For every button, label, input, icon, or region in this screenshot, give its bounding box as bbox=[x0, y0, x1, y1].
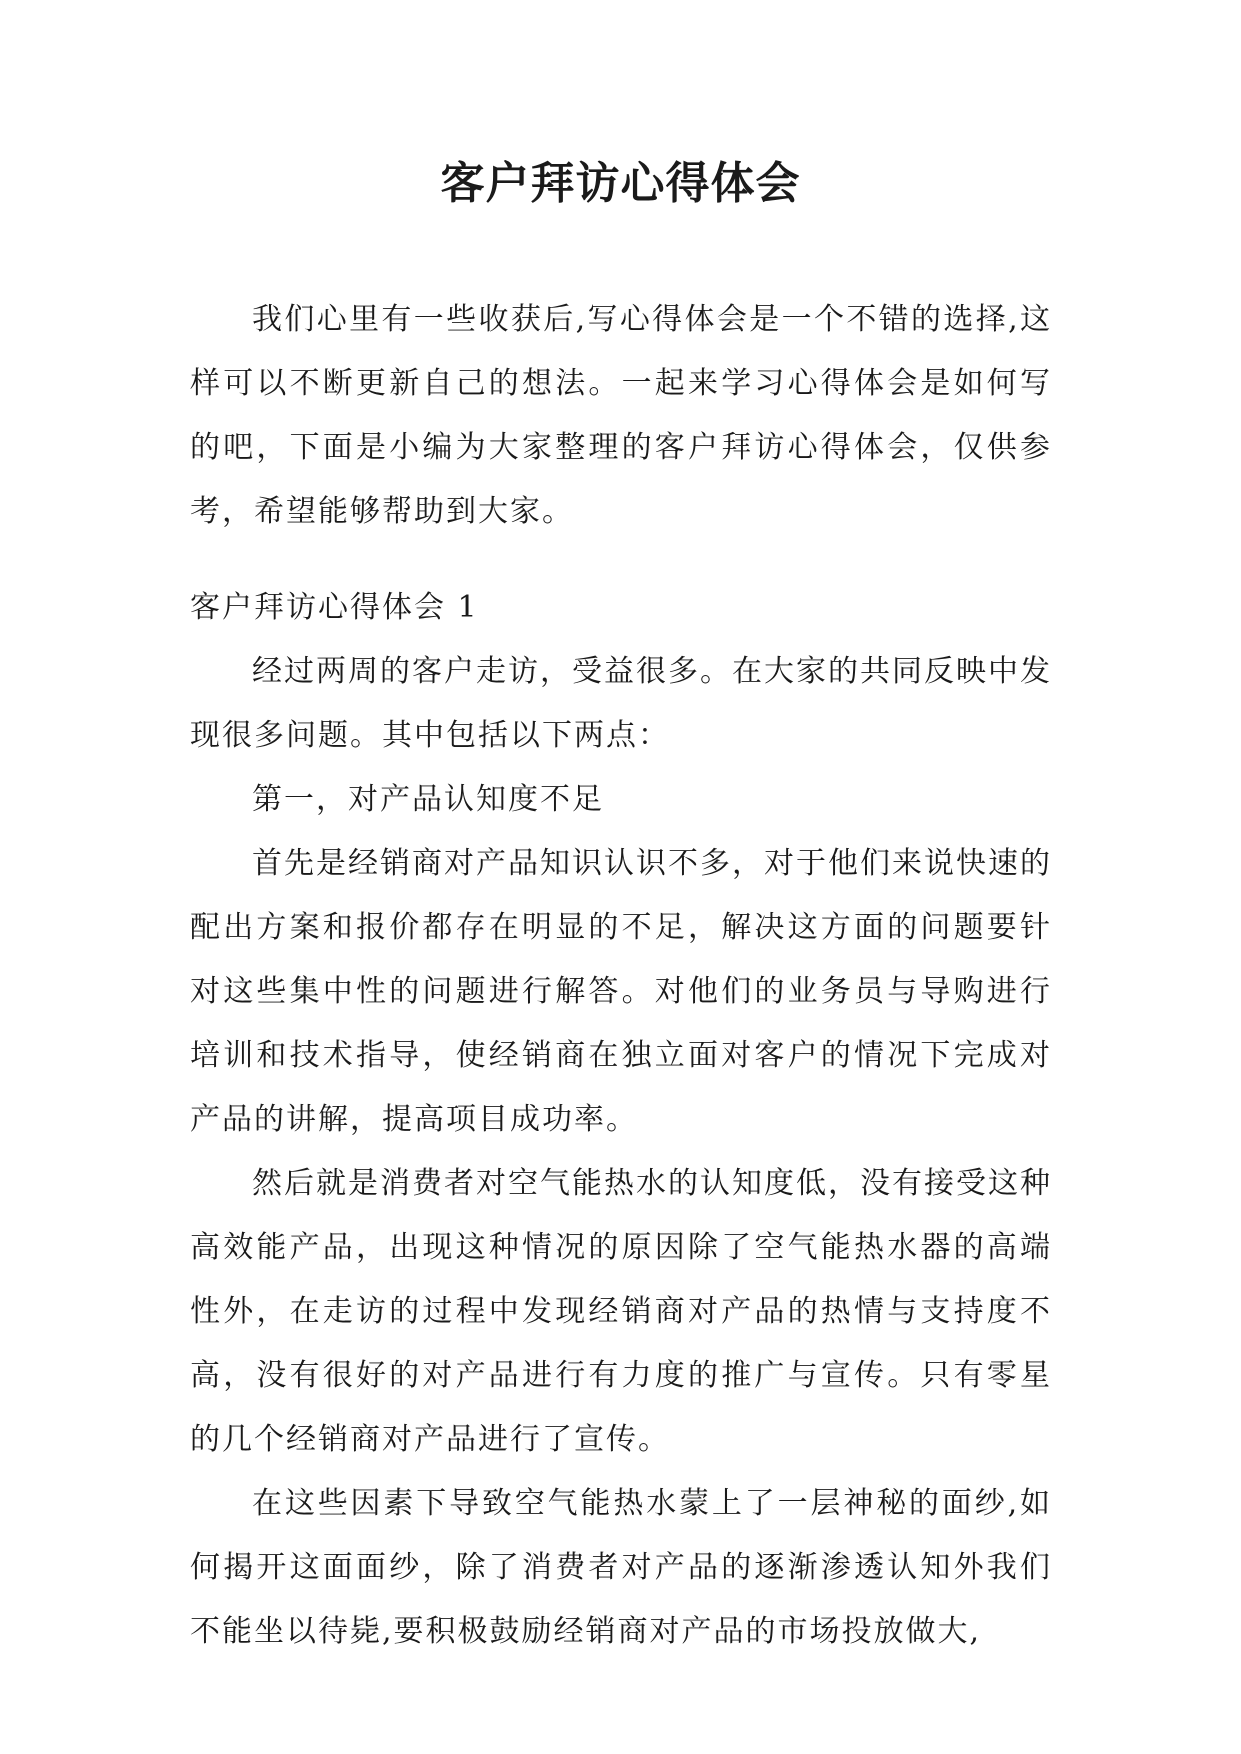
paragraph: 在这些因素下导致空气能热水蒙上了一层神秘的面纱,如何揭开这面面纱，除了消费者对产品的逐渐渗透认知外我们不能坐以待毙,要积极鼓励经销商对产品的市场投放做大, bbox=[190, 1486, 1052, 1649]
intro-block bbox=[190, 288, 1052, 544]
paragraph: 首先是经销商对产品知识认识不多，对于他们来说快速的配出方案和报价都存在明显的不足，解决这方面的问题要针对这些集中性的问题进行解答。对他们的业务员与导购进行培训和技术指导，使经销商在独立面对客户的情况下完成对产品的讲解，提高项目成功率。 bbox=[190, 846, 1052, 1137]
subheading-paragraph: 第一，对产品认知度不足 bbox=[252, 782, 604, 817]
paragraph: 然后就是消费者对空气能热水的认知度低，没有接受这种高效能产品，出现这种情况的原因除了空气能热水器的高端性外，在走访的过程中发现经销商对产品的热情与支持度不高，没有很好的对产品进行有力度的推广与宣传。只有零星的几个经销商对产品进行了宣传。 bbox=[190, 1166, 1052, 1457]
section-1 bbox=[190, 576, 1052, 1664]
intro-paragraph: 我们心里有一些收获后,写心得体会是一个不错的选择,这样可以不断更新自己的想法。一起来学习心得体会是如何写的吧，下面是小编为大家整理的客户拜访心得体会，仅供参考，希望能够帮助到大家。 bbox=[190, 302, 1052, 529]
paragraph: 经过两周的客户走访，受益很多。在大家的共同反映中发现很多问题。其中包括以下两点： bbox=[190, 654, 1052, 753]
document-title: 客户拜访心得体会 bbox=[440, 158, 801, 209]
section-heading: 客户拜访心得体会 1 bbox=[190, 590, 479, 625]
